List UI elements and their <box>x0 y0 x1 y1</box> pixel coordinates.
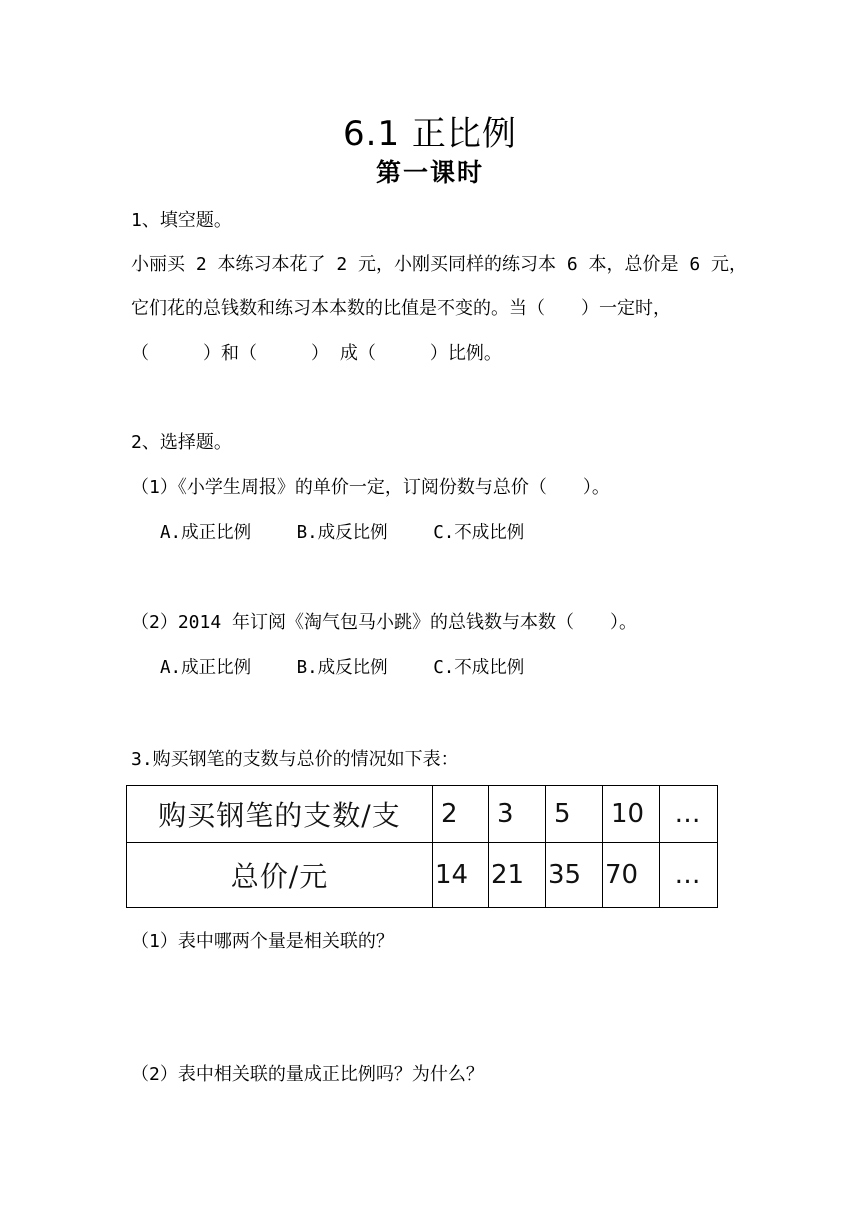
table-cell: 21 <box>489 843 546 908</box>
table-row <box>127 843 718 908</box>
table-row <box>127 786 718 843</box>
section1-heading: 1、填空题。 <box>131 210 232 231</box>
table-cell: … <box>660 843 718 908</box>
pen-price-table <box>126 785 718 908</box>
section2-question2-options: A.成正比例 B.成反比例 C.不成比例 <box>160 658 525 678</box>
section3-question1: （1）表中哪两个量是相关联的？ <box>131 931 394 952</box>
section3-question2: （2）表中相关联的量成正比例吗？为什么？ <box>131 1064 484 1085</box>
table-cell: 35 <box>546 843 603 908</box>
table-cell: 10 <box>603 786 660 843</box>
page-title: 6.1 正比例 <box>343 114 517 154</box>
table-cell: 2 <box>433 786 489 843</box>
section2-heading: 2、选择题。 <box>131 432 232 453</box>
table-cell: 14 <box>433 843 489 908</box>
section2-question2: （2）2014 年订阅《淘气包马小跳》的总钱数与本数（ ）。 <box>131 612 638 633</box>
table-cell: 5 <box>546 786 603 843</box>
table-row-label: 购买钢笔的支数/支 <box>127 786 433 843</box>
section1-line1: 小丽买 2 本练习本花了 2 元，小刚买同样的练习本 6 本，总价是 6 元， <box>131 254 748 275</box>
section2-question1: （1）《小学生周报》的单价一定，订阅份数与总价（ ）。 <box>131 477 610 498</box>
table-cell: 3 <box>489 786 546 843</box>
section1-line2: 它们花的总钱数和练习本本数的比值是不变的。当（ ）一定时， <box>131 298 671 319</box>
section3-heading: 3.购买钢笔的支数与总价的情况如下表： <box>131 749 459 770</box>
section2-question1-options: A.成正比例 B.成反比例 C.不成比例 <box>160 523 525 543</box>
table-row-label: 总价/元 <box>127 843 433 908</box>
table-cell: 70 <box>603 843 660 908</box>
table-cell: … <box>660 786 718 843</box>
section1-line3: （ ）和（ ） 成（ ）比例。 <box>131 343 502 364</box>
page-subtitle: 第一课时 <box>375 158 484 187</box>
